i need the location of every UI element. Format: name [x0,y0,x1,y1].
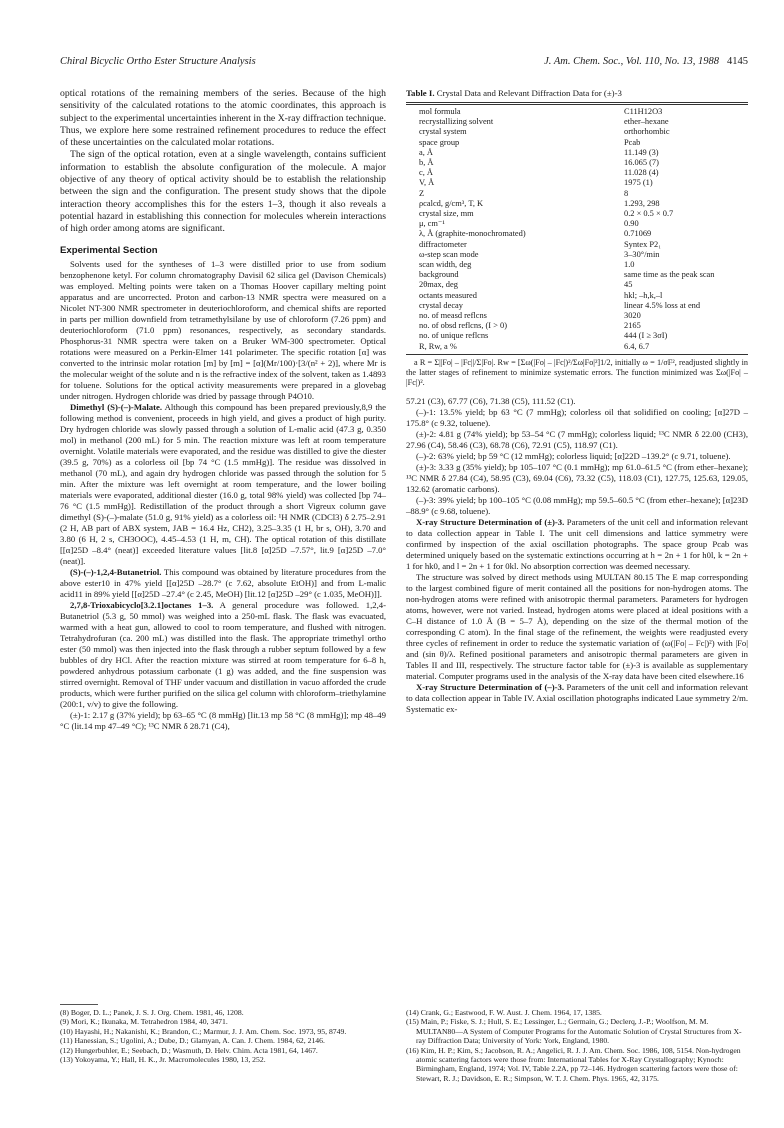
journal-citation: J. Am. Chem. Soc., Vol. 110, No. 13, 1988 [544,56,719,67]
table-row-value: 1.293, 298 [624,198,660,208]
reference-item: (12) Hungerbuhler, E.; Seebach, D.; Wasmuth, D. Helv. Chim. Acta 1981, 64, 1467. [60,1045,318,1055]
table-row-parameter: crystal size, mm [419,209,474,219]
xray-structure-paragraph: The structure was solved by direct methods using MULTAN 80.15 The E map corresponding to the largest combined figure of merit contained all the positions for non-hydrogen atoms. The non-hydrogen atoms were refined with anisotropic thermal parameters. Parameters for hydrogen atoms, however, were not varied. Instead, hydrogen atoms were placed at ideal positions with a C–H distance of 1.0 Å (B = 5–7 Å), depending on the size of the thermal motion of the corresponding C atom). In the final stage of the refinement, the weights were readjusted every three cycles of refinement in order to reduce the systematic variation of (ω(|Fo| – Fc|)²) with |Fo| and (sin θ)/λ. Refined positional parameters and anisotropic thermal parameters are given in Tables II and III, respectively. The structure factor table for (±)-3 is available as supplementary material. Computer programs used in the analysis of the X-ray data have been cited elsewhere.16 [406,571,748,681]
table-row-parameter: background [419,270,459,280]
table-row-value: 0.71069 [624,229,652,239]
table-row [406,199,748,209]
table-row-value: 45 [624,280,633,290]
table-row-parameter: scan width, deg [419,260,472,270]
xray-racemic-body: Parameters of the unit cell and information relevant to data collection appear in Table I. The unit cell dimensions and lattice symmetry were confirmed by inspection of the axial oscillation photographs. The space group Pcab was determined uniquely based on the systematic extinctions occurring at h = 2n + 1 for h0l, k = 2n + 1 for hk0, and l = 2n + 1 for 0kl. No absorption correction was deemed necessary. [406,516,748,571]
crystal-data-table [406,107,748,352]
table-top-rule [406,102,748,105]
table-row-parameter: octants measured [419,290,477,300]
table-row-parameter: crystal decay [419,300,463,310]
table-row-parameter: no. of unique reflcns [419,331,489,341]
table-1-caption [406,88,748,99]
table-row-value: ether–hexane [624,117,669,127]
table-row-parameter: crystal system [419,127,467,137]
intro-paragraph-2: The sign of the optical rotation, even at a single wavelength, contains sufficient information to establish the absolute configuration of the molecule. A major objective of any theory of optical activity should be to establish the relationship between the sign and the configuration. The present study shows that the dipole interaction theory accomplishes this for the esters 1–3, though it also reveals a potential hazard in establishing this connection for molecules wherein interactions of high order among atoms are significant. [60,149,386,235]
table-row-parameter: recrystallizing solvent [419,117,494,127]
table-row-value: 11.149 (3) [624,147,659,157]
table-row-parameter: space group [419,137,460,147]
table-row [406,138,748,148]
table-1-footnote: a R = Σ||Fo| – |Fc||/Σ|Fo|. Rw = [Σω(|Fo| – |Fc|)²/Σω|Fo|²]1/2, initially ω = 1/σF², readjusted slightly in the latter stages of refinement to minimize systematic errors. The function minimized was Σω(|Fo| – |Fc|)². [406,357,748,387]
reference-item: (9) Mori, K.; Ikunaka, M. Tetrahedron 1984, 40, 3471. [60,1017,228,1027]
trioxabicyclooctane-lead: 2,7,8-Trioxabicyclo[3.2.1]octanes 1–3. [70,599,214,610]
table-row [406,168,748,178]
compound-1-racemic-paragraph: (±)-1: 2.17 g (37% yield); bp 63–65 °C (8 mmHg) [lit.13 mp 58 °C (8 mmHg)]; mp 48–49 °C (lit.14 mp 47–49 °C); ¹³C NMR δ 28.71 (C4), [60,709,386,731]
reference-item: (10) Hayashi, H.; Nakanishi, K.; Brandon, C.; Marmur, J. J. Am. Chem. Soc. 1973, 95, 8749. [60,1026,347,1036]
table-row [406,250,748,260]
table-row [406,342,748,352]
malate-body: Although this compound has been prepared previously,8,9 the following method is convenient, proceeds in high yield, and gives a product of high purity. Dry hydrogen chloride was slowly passed through a solution of L-malic acid (47.3 g, 0.350 mol) in methanol (200 mL) for 5 min. The reaction mixture was left at room temperature overnight. Volatile materials were evaporated, and the residue was distilled to give the diester (39.5 g, 70%) as a colorless oil [bp 74 °C (1.5 mmHg)]. The residue was dissolved in methanol (70 mL), and again dry hydrogen chloride was passed through the solution for 5 min. After the mixture was left overnight at room temperature, and the lower boiling materials were evaporated, additional diester (16.0 g, total 98% yield) was collected [bp 74–76 °C (1.5 mmHg)]. Redistillation of the product through a short Vigreux column gave dimethyl (S)-(–)-malate (51.0 g, 91% yield) as a colorless oil: ¹H NMR (CDCl3) δ 2.75–2.91 (2 H, AB part of ABX system, JAB = 16.4 Hz, CH2), 3.25–3.35 (1 H, br s, OH), 3.70 and 3.80 (6 H, 2 s, CH3OOC), 4.45–4.53 (1 H, m, CH). The optical rotation of this distillate [[α]25D –8.4° (neat)] exceeded literature values [lit.8 [α]25D –7.57°, lit.9 [α]25D –7.0° (neat)]. [60,401,386,566]
table-row-value: hkl; –h,k,–l [624,290,663,300]
table-row [406,117,748,127]
table-row-value: 16.065 (7) [624,158,659,168]
table-row-value: 11.028 (4) [624,168,659,178]
xray-levo-paragraph [406,682,748,715]
running-title: Chiral Bicyclic Ortho Ester Structure Analysis [60,56,256,67]
table-row [406,158,748,168]
compound-2-levo-paragraph: (–)-2: 63% yield; bp 59 °C (12 mmHg); colorless liquid; [α]22D –139.2° (c 9.71, toluene). [416,450,731,461]
table-row-value: 3–30°/min [624,249,660,259]
table-row-value: 3020 [624,311,641,321]
table-row-parameter: ρcalcd, g/cm³, T, K [419,198,484,208]
table-row-parameter: V, Å [419,178,435,188]
table-bottom-rule [406,354,748,355]
butanetriol-paragraph [60,567,386,600]
table-row-value: orthorhombic [624,127,670,137]
page-number: 4145 [727,56,748,67]
table-row-value: 444 (I ≥ 3σI) [624,331,668,341]
butanetriol-lead: (S)-(–)-1,2,4-Butanetriol. [70,566,162,577]
table-row-value: 0.2 × 0.5 × 0.7 [624,209,674,219]
references-right [406,1004,748,1083]
table-row-value: 1975 (1) [624,178,653,188]
table-row [406,240,748,250]
table-1-label: Table I. [406,88,435,98]
table-row [406,291,748,301]
reference-item: (14) Crank, G.; Eastwood, F. W. Aust. J. Chem. 1964, 17, 1385. [406,1008,602,1017]
table-row-parameter: mol formula [419,107,461,116]
malate-lead: Dimethyl (S)-(–)-Malate. [70,401,163,412]
table-row [406,178,748,188]
table-row-value: C11H12O3 [624,107,663,116]
table-row [406,301,748,311]
table-1-title: Crystal Data and Relevant Diffraction Data for (±)-3 [434,88,622,98]
table-row-value: Pcab [624,137,641,147]
table-row-parameter: b, Å [419,158,434,168]
reference-item: (11) Hanessian, S.; Ugolini, A.; Dube, D.; Glamyan, A. Can. J. Chem. 1984, 62, 2146. [60,1036,325,1046]
experimental-heading: Experimental Section [60,244,158,256]
table-row [406,229,748,239]
malate-paragraph [60,402,386,567]
table-row [406,280,748,290]
left-column [60,88,386,732]
table-row-parameter: λ, Å (graphite-monochromated) [419,229,526,239]
table-row-value: Syntex P2₁ [624,239,662,249]
intro-text [60,88,386,236]
table-row-parameter: c, Å [419,168,433,178]
reference-item: (15) Main, P.; Fiske, S. J.; Hull, S. E.; Lessinger, L.; Germain, G.; Declerq, J.-P.; Woolfson, M. M. MULTAN80—A System of Computer Programs for the Automatic Solution of Crystal Structures from X-ray Diffraction Data; University of York: York, England, 1980. [406,1017,742,1046]
table-row [406,219,748,229]
reference-item: (8) Boger, D. L.; Panek, J. S. J. Org. Chem. 1981, 46, 1208. [60,1008,244,1017]
compound-3-racemic-paragraph: (±)-3: 3.33 g (35% yield); bp 105–107 °C (0.1 mmHg); mp 61.0–61.5 °C (from ether–hexane); ¹³C NMR δ 27.84 (C4), 58.95 (C3), 69.04 (C6), 73.32 (C5), 118.03 (C1), 127.75, 125.63, 129.05, 132.62 (aromatic carbons). [406,461,748,494]
reference-item: (13) Yokoyama, Y.; Hall, H. K., Jr. Macromolecules 1980, 13, 252. [60,1055,266,1065]
butanetriol-body: This compound was obtained by literature procedures from the above ester10 in 47% yield [[α]25D –28.7° (c 7.62, absolute EtOH)] and from L-malic acid11 in 89% yield [[α]25D –27.4° (c 2.45, MeOH) [lit.12 [α]25D –29° (c 1.035, MeOH)]]. [60,566,386,599]
compound-3-levo-paragraph: (–)-3: 39% yield; bp 100–105 °C (0.08 mmHg); mp 59.5–60.5 °C (from ether–hexane); [α]23D –88.9° (c 9.68, toluene). [406,494,748,516]
intro-paragraph-1: optical rotations of the remaining members of the series. Because of the high sensitivity of the calculated rotations to the atomic coordinates, this approach is subject to the experimental uncertainties inherent in the X-ray diffraction technique. Thus, we explore here some restrained refinement procedures to reduce the effect of these uncertainties on the calculated molar rotations. [60,88,386,149]
table-row [406,107,748,117]
xray-racemic-paragraph [406,517,748,572]
table-row-value: 0.90 [624,219,639,229]
table-row-value: 1.0 [624,260,635,270]
table-row [406,321,748,331]
table-row [406,189,748,199]
table-row-parameter: diffractometer [419,239,467,249]
table-row-value: 8 [624,188,629,198]
footnote-rule [60,1004,98,1005]
running-header-journal [544,56,748,67]
table-row [406,148,748,158]
table-row [406,270,748,280]
table-row-parameter: R, Rw, a % [419,341,457,351]
compound-1-levo-paragraph: (–)-1: 13.5% yield; bp 63 °C (7 mmHg); colorless oil that solidified on cooling; [α]27D –175.8° (c 9.32, toluene). [406,406,748,428]
table-row-value: same time as the peak scan [624,270,715,280]
table-row-value: linear 4.5% loss at end [624,300,701,310]
table-row [406,209,748,219]
table-row-parameter: no. of obsd reflcns, (I > 0) [419,321,507,331]
reference-item: (16) Kim, H. P.; Kim, S.; Jacobson, R. A.; Angelici, R. J. J. Am. Chem. Soc. 1986, 108, 5154. Non-hydrogen atomic scattering factors were those from: International Tables for X-Ray Crystallography; Kynoch: Birmingham, England, 1974; Vol. IV, Table 2.2A, pp 72–146. Hydrogen scattering factors were those of: Stewart, R. J.; Davidson, E. R.; Simpson, W. T. J. Chem. Phys. 1965, 42, 3175. [406,1045,741,1083]
trioxabicyclooctane-paragraph [60,600,386,710]
table-row [406,311,748,321]
table-row-parameter: ω-step scan mode [419,249,479,259]
experimental-paragraph: Solvents used for the syntheses of 1–3 were distilled prior to use from sodium benzophenone ketyl. For column chromatography Davisil 62 silica gel (Davison Chemicals) was employed. Melting points were taken on a Thomas Hoover capillary melting point apparatus and are uncorrected. Proton and carbon-13 NMR spectra were measured on a Nicolet NT-300 NMR spectrometer in deuteriochloroform, and chemical shifts are reported in parts per million downfield from tetramethylsilane by use of chloroform (7.26 ppm) and deuteriochloroform (71.0 ppm) resonances, respectively, as secondary standards. Phosphorus-31 NMR spectra were taken on a Bruker WM-300 spectrometer. Optical rotations were measured on a Perkin-Elmer 141 polarimeter. The specific rotation [α] was converted to the intrinsic molar rotation [m] by [m] = [α](Mr/100)·[3/(n² + 2)], where Mr is the molecular weight of the solute and n is the refractive index of the solvent, taken as 1.4893 for toluene. Solutions for the optical activity measurements were prepared in a glovebag under nitrogen. Hydrogen chloride was dried by passage through P4O10. [60,258,386,401]
table-row-parameter: μ, cm⁻¹ [419,219,445,229]
table-row-parameter: Z [419,188,425,198]
trioxabicyclooctane-body: A general procedure was followed. 1,2,4-Butanetriol (5.3 g, 50 mmol) was weighed into a 250-mL flask. The flask was evacuated, warmed with a heat gun, allowed to cool to room temperature, and flushed with nitrogen. Tetrahydrofuran (ca. 200 mL) was distilled into the flask. The appropriate trimethyl ortho ester (50 mmol) was then injected into the flask through a rubber septum followed by a few bubbles of dry HCl. After the reaction mixture was stirred at room temperature for 6–8 h, powdered anhydrous potassium carbonate (1 g) was added, and the fine suspension was stirred overnight. Removal of THF under vacuum and distillation in vacuo afforded the crude products, which were further purified on the silica gel column with chloroform–triethylamine (200:1, v/v) to give the following. [60,599,387,709]
xray-racemic-lead: X-ray Structure Determination of (±)-3. [416,516,565,527]
table-row-parameter: 2θmax, deg [419,280,458,290]
table-row-parameter: a, Å [419,147,433,157]
xray-levo-body: Parameters of the unit cell and information relevant to data collection appear in Table IV. Axial oscillation photographs indicated Laue symmetry 2/m. Systematic ex- [406,681,748,714]
table-row-value: 2165 [624,321,641,331]
xray-levo-lead: X-ray Structure Determination of (–)-3. [416,681,565,692]
right-column [406,88,748,715]
table-row-parameter: no. of measd reflcns [419,311,487,321]
continued-nmr-text: 57.21 (C3), 67.77 (C6), 71.38 (C5), 111.52 (C1). [406,395,576,406]
table-row [406,260,748,270]
table-row-value: 6.4, 6.7 [624,341,650,351]
references-left [60,1004,386,1064]
table-row [406,331,748,341]
compound-2-racemic-paragraph: (±)-2: 4.81 g (74% yield); bp 53–54 °C (7 mmHg); colorless liquid; ¹³C NMR δ 22.00 (CH3), 27.96 (C4), 58.46 (C3), 68.78 (C6), 72.91 (C5), 118.97 (C1). [406,428,748,450]
table-row [406,127,748,137]
